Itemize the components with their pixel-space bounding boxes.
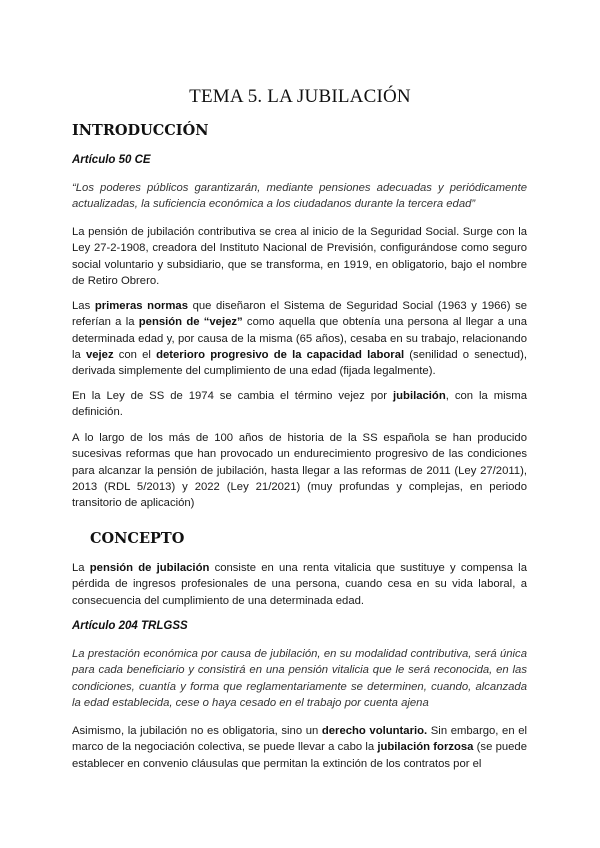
- bold-run: jubilación: [393, 390, 446, 402]
- quote-article-50: “Los poderes públicos garantizarán, mediante pensiones adecuadas y periódicamente actualizadas, la suficiencia económica a los ciudadanos durante la tercera edad”: [72, 182, 527, 211]
- text-run: (se puede establecer en convenio cláusulas que permitan la extinción de los contratos por el: [72, 741, 527, 770]
- text-run: consiste en una renta vitalicia que sustituye y compensa la pérdida de ingresos profesionales de una persona, cuando cesa en su vida laboral, a consecuencia del cumplimiento de una determinada edad.: [72, 562, 527, 607]
- paragraph-ley-1974: [72, 388, 527, 421]
- paragraph-origen-pension: La pensión de jubilación contributiva se crea al inicio de la Seguridad Social. Surge con la Ley 27-2-1908, creadora del Instituto Nacional de Previsión, configurándose como seguro social voluntario y subsidiario, que se transforma, en 1919, en obligatorio, bajo el nombre de Retiro Obrero.: [72, 226, 527, 287]
- text-run: Las: [72, 300, 95, 312]
- text-run: Asimismo, la jubilación no es obligatoria, sino un: [72, 725, 322, 737]
- text-run: La: [72, 562, 90, 574]
- section-heading-concepto: CONCEPTO: [90, 530, 185, 547]
- bold-run: vejez: [85, 348, 114, 361]
- paragraph-definicion: [72, 560, 527, 609]
- text-run: , con la misma definición.: [72, 390, 528, 419]
- bold-run: deterioro progresivo de la capacidad laboral: [156, 348, 405, 361]
- text-run: con el: [113, 348, 157, 361]
- bold-run: derecho voluntario.: [321, 725, 428, 737]
- paragraph-primeras-normas: [72, 298, 527, 379]
- bold-run: pensión de jubilación: [89, 562, 210, 574]
- bold-run: primeras normas: [94, 300, 188, 312]
- article-label-50-ce: Artículo 50 CE: [72, 154, 151, 166]
- text-run: como aquella que obtenía una persona al llegar a una determinada edad y, por causa de la misma (65 años), cesaba en su trabajo, relacionando la: [72, 316, 527, 361]
- document-title: TEMA 5. LA JUBILACIÓN: [189, 86, 411, 107]
- article-label-204-trlgss: Artículo 204 TRLGSS: [72, 620, 188, 632]
- bold-run: jubilación forzosa: [377, 741, 474, 754]
- text-run: Sin embargo, en el marco de la negociación colectiva, se puede llevar a cabo la: [72, 725, 527, 754]
- paragraph-reformas: A lo largo de los más de 100 años de historia de la SS española se han producido sucesivas reformas que han provocado un endurecimiento progresivo de las condiciones para alcanzar la pensión de jubilación, hasta llegar a las reformas de 2011 (Ley 27/2011), 2013 (RDL 5/2013) y 2022 (Ley 21/2021) (muy profundas y complejas, en periodo transitorio de aplicación): [72, 432, 527, 510]
- text-run: que diseñaron el Sistema de Seguridad Social (1963 y 1966) se referían a la: [72, 300, 528, 329]
- quote-article-204: La prestación económica por causa de jubilación, en su modalidad contributiva, será única para cada beneficiario y consistirá en una pensión vitalicia que le será reconocida, en las condiciones, cuantía y forma que reglamentariamente se determinen, cuando, alcanzada la edad establecida, cese o haya cesado en el trabajo por cuenta ajena: [72, 648, 527, 709]
- section-heading-introduccion: INTRODUCCIÓN: [72, 122, 209, 139]
- text-run: (senilidad o senectud), derivada simplemente del cumplimiento de una edad (fijada legalmente).: [72, 348, 527, 378]
- text-run: En la Ley de SS de 1974 se cambia el término vejez por: [72, 390, 394, 402]
- bold-run: pensión de “vejez”: [138, 316, 243, 329]
- paragraph-derecho-voluntario: [72, 723, 527, 772]
